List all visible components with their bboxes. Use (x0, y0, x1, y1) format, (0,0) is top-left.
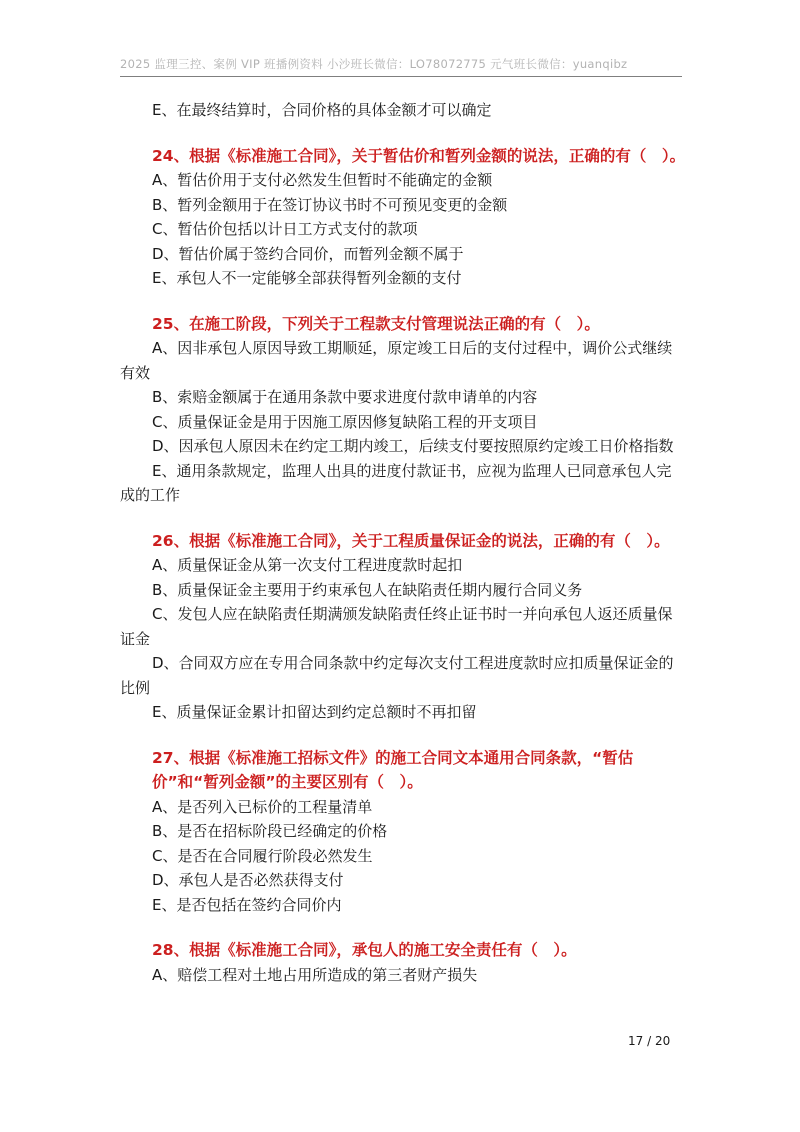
option-b: B、是否在招标阶段已经确定的价格 (152, 822, 388, 840)
page-content (120, 98, 686, 987)
option-c: C、暂估价包括以计日工方式支付的款项 (152, 220, 418, 238)
option-b: B、质量保证金主要用于约束承包人在缺陷责任期内履行合同义务 (152, 580, 583, 599)
option-d: D、因承包人原因未在约定工期内竣工，后续支付要按照原约定竣工日价格指数 (152, 437, 674, 455)
option-c: C、是否在合同履行阶段必然发生 (152, 846, 373, 865)
option-d: D、暂估价属于签约合同价，而暂列金额不属于 (152, 244, 464, 263)
option-d: D、合同双方应在专用合同条款中约定每次支付工程进度款时应扣质量保证金的比例 (120, 654, 674, 697)
header-divider (120, 76, 682, 77)
page-header: 2025 监理三控、案例 VIP 班播例资料 小沙班长微信：LO78072775 元气班长微信：yuanqibz (120, 57, 628, 71)
option-c: C、质量保证金是用于因施工原因修复缺陷工程的开支项目 (152, 412, 538, 431)
page-number: 17 / 20 (628, 1034, 671, 1048)
question-title-27: 27、根据《标准施工招标文件》的施工合同文本通用合同条款，“暂估价”和“暂列金额”的主要区别有（ ）。 (152, 748, 634, 791)
option-b: B、暂列金额用于在签订协议书时不可预见变更的金额 (152, 195, 508, 214)
question-block-24 (120, 144, 686, 291)
option-a: A、是否列入已标价的工程量清单 (152, 797, 373, 816)
question-title-24: 24、根据《标准施工合同》，关于暂估价和暂列金额的说法，正确的有（ ）。 (152, 146, 686, 165)
option-a: A、质量保证金从第一次支付工程进度款时起扣 (152, 556, 463, 574)
question-block-28 (120, 938, 682, 987)
question-title-28: 28、根据《标准施工合同》，承包人的施工安全责任有（ ）。 (152, 941, 577, 959)
question-title-26: 26、根据《标准施工合同》，关于工程质量保证金的说法，正确的有（ ）。 (152, 531, 670, 550)
option-e: E、通用条款规定，监理人出具的进度付款证书，应视为监理人已同意承包人完成的工作 (120, 461, 672, 504)
option-e: E、承包人不一定能够全部获得暂列金额的支付 (152, 269, 462, 287)
question-title-25: 25、在施工阶段，下列关于工程款支付管理说法正确的有（ ）。 (152, 314, 600, 333)
question-block-26 (120, 529, 682, 725)
option-e-q23: E、在最终结算时，合同价格的具体金额才可以确定 (152, 101, 492, 119)
option-e: E、是否包括在签约合同价内 (152, 895, 342, 914)
option-a: A、因非承包人原因导致工期顺延，原定竣工日后的支付过程中，调价公式继续有效 (120, 339, 673, 382)
question-block-27 (120, 746, 682, 918)
question-block-25 (120, 312, 682, 508)
option-b: B、索赔金额属于在通用条款中要求进度付款申请单的内容 (152, 388, 538, 406)
option-a: A、暂估价用于支付必然发生但暂时不能确定的金额 (152, 171, 493, 189)
option-a: A、赔偿工程对土地占用所造成的第三者财产损失 (152, 965, 478, 984)
option-d: D、承包人是否必然获得支付 (152, 871, 344, 889)
option-e: E、质量保证金累计扣留达到约定总额时不再扣留 (152, 703, 477, 721)
option-c: C、发包人应在缺陷责任期满颁发缺陷责任终止证书时一并向承包人返还质量保证金 (120, 605, 673, 648)
